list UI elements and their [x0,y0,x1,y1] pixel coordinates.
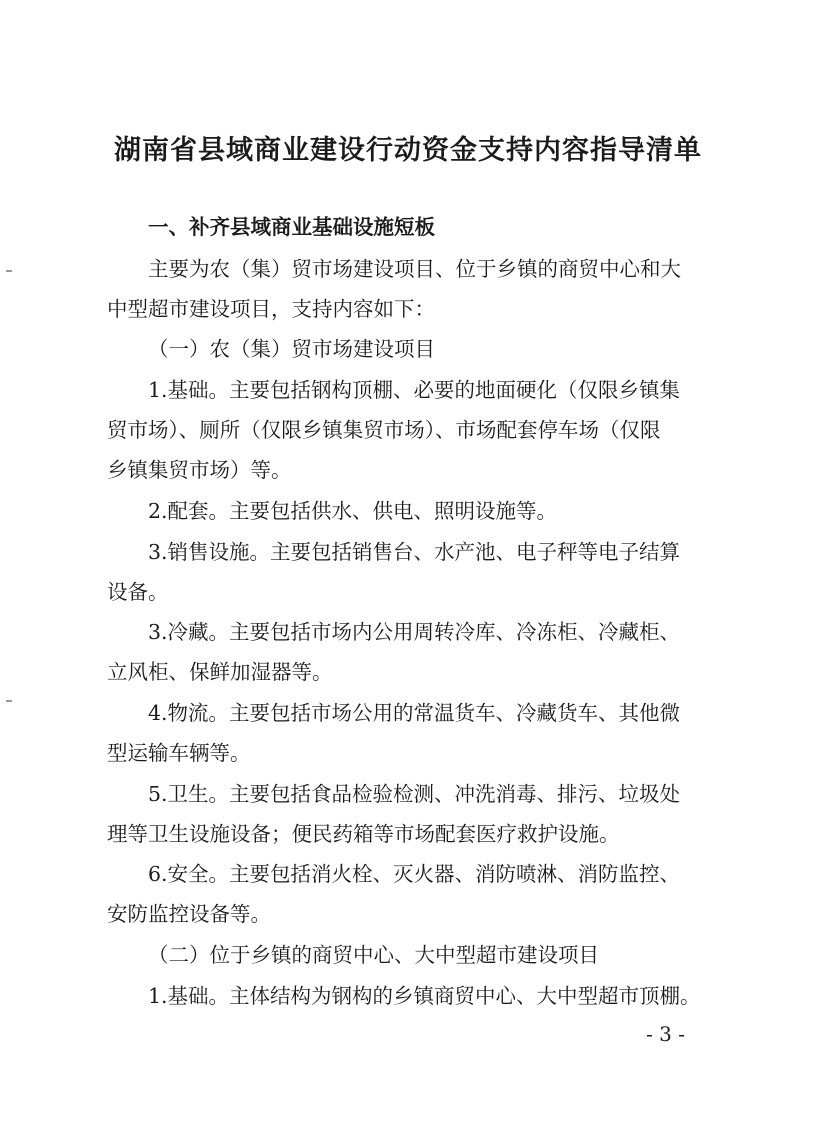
paragraph-line: 2.配套。主要包括供水、供电、照明设施等。 [148,499,558,523]
paragraph-line: 主要为农（集）贸市场建设项目、位于乡镇的商贸中心和大 [148,257,681,281]
paragraph-line: 乡镇集贸市场）等。 [107,458,292,482]
paragraph-line: 1.基础。主体结构为钢构的乡镇商贸中心、大中型超市顶棚。 [148,984,701,1008]
paragraph-line: 理等卫生设施设备；便民药箱等市场配套医疗救护设施。 [107,822,620,846]
paragraph-line: 安防监控设备等。 [107,902,271,926]
paragraph-line: 贸市场）、厕所（仅限乡镇集贸市场）、市场配套停车场（仅限 [107,418,661,442]
document-title: 湖南省县域商业建设行动资金支持内容指导清单 [114,135,702,166]
paragraph-line: 1.基础。主要包括钢构顶棚、必要的地面硬化（仅限乡镇集 [148,378,681,402]
margin-mark [6,270,12,272]
paragraph-line: 立风柜、保鲜加湿器等。 [107,660,333,684]
paragraph-line: 3.冷藏。主要包括市场内公用周转冷库、冷冻柜、冷藏柜、 [148,620,681,644]
paragraph-line: 4.物流。主要包括市场公用的常温货车、冷藏货车、其他微 [148,701,681,725]
paragraph-line: 5.卫生。主要包括食品检验检测、冲洗消毒、排污、垃圾处 [148,782,681,806]
subsection-heading: （二）位于乡镇的商贸中心、大中型超市建设项目 [148,943,599,967]
page-number: - 3 - [646,1022,685,1046]
paragraph-line: 3.销售设施。主要包括销售台、水产池、电子秤等电子结算 [148,540,681,564]
section-heading: 一、补齐县域商业基础设施短板 [148,215,435,239]
paragraph-line: 中型超市建设项目，支持内容如下： [107,297,435,321]
subsection-heading: （一）农（集）贸市场建设项目 [148,337,435,361]
paragraph-line: 型运输车辆等。 [107,741,251,765]
paragraph-line: 6.安全。主要包括消火栓、灭火器、消防喷淋、消防监控、 [148,862,681,886]
margin-mark [6,700,12,702]
paragraph-line: 设备。 [107,580,169,604]
